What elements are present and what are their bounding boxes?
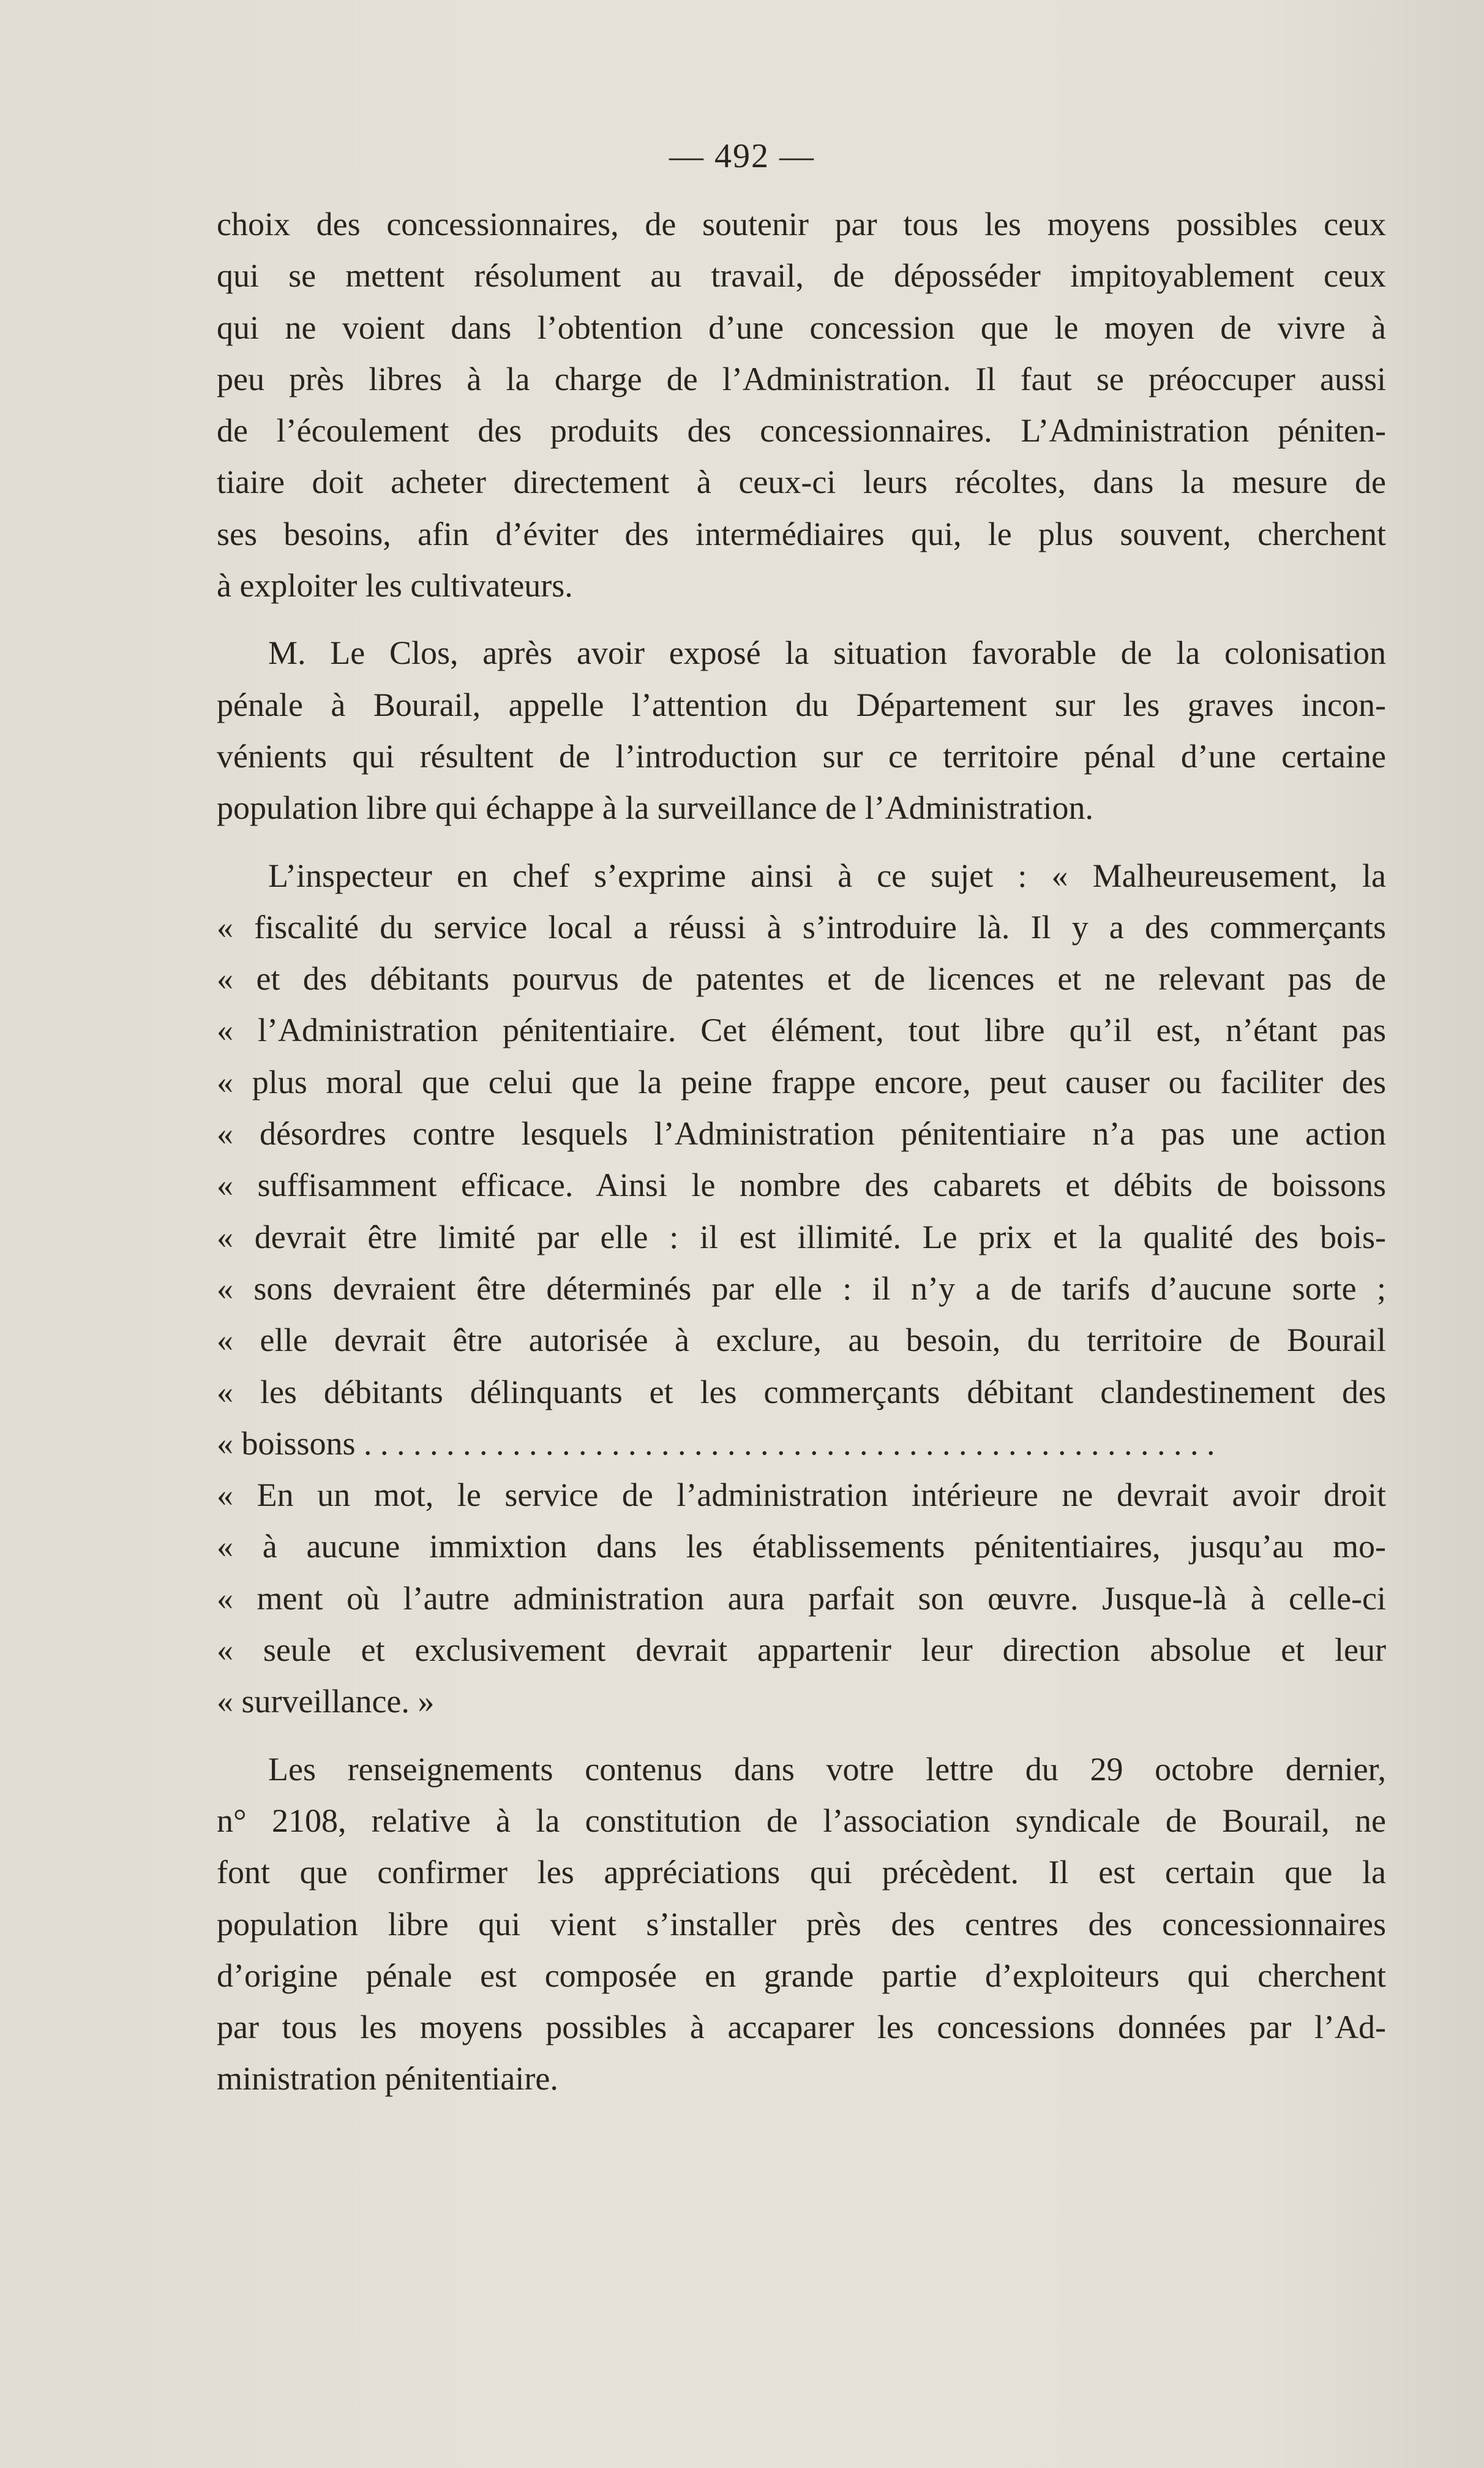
text-line: « sons devraient être déterminés par elle : il n’y a de tarifs d’aucune sorte ; — [217, 1270, 1386, 1307]
text-line: ses besoins, afin d’éviter des intermédiaires qui, le plus souvent, cherchent — [217, 515, 1386, 552]
text-line: « l’Administration pénitentiaire. Cet élément, tout libre qu’il est, n’étant pas — [217, 1012, 1386, 1049]
text-line: « surveillance. » — [217, 1683, 435, 1720]
text-line: par tous les moyens possibles à accaparer les concessions données par l’Ad- — [217, 2009, 1386, 2046]
text-line: peu près libres à la charge de l’Administration. Il faut se préoccuper aussi — [217, 360, 1386, 397]
text-line: M. Le Clos, après avoir exposé la situation favorable de la colonisation — [268, 634, 1386, 672]
text-line: population libre qui vient s’installer près des centres des concessionnaires — [217, 1905, 1386, 1943]
text-line: de l’écoulement des produits des concessionnaires. L’Administration péniten- — [217, 412, 1386, 450]
paragraph-3 — [217, 850, 1386, 1470]
text-line: « En un mot, le service de l’administration intérieure ne devrait avoir droit — [217, 1477, 1386, 1514]
text-line: « devrait être limité par elle : il est illimité. Le prix et la qualité des bois- — [217, 1218, 1386, 1255]
text-line: Les renseignements contenus dans votre lettre du 29 octobre dernier, — [268, 1750, 1386, 1788]
text-line: font que confirmer les appréciations qui précèdent. Il est certain que la — [217, 1854, 1386, 1891]
text-line: « ment où l’autre administration aura parfait son œuvre. Jusque-là à celle-ci — [217, 1579, 1386, 1617]
text-line: n° 2108, relative à la constitution de l’association syndicale de Bourail, ne — [217, 1802, 1386, 1839]
text-line: qui ne voient dans l’obtention d’une concession que le moyen de vivre à — [217, 309, 1386, 346]
text-line: L’inspecteur en chef s’exprime ainsi à ce sujet : « Malheureusement, la — [268, 857, 1386, 894]
paragraph-4 — [217, 1469, 1386, 1727]
text-line: qui se mettent résolument au travail, de déposséder impitoyablement ceux — [217, 257, 1386, 295]
text-line: « à aucune immixtion dans les établissements pénitentiaires, jusqu’au mo- — [217, 1528, 1386, 1565]
text-line: « plus moral que celui que la peine frappe encore, peut causer ou faciliter des — [217, 1063, 1386, 1100]
text-line: « fiscalité du service local a réussi à s’introduire là. Il y a des commerçants — [217, 908, 1386, 946]
text-line: ministration pénitentiaire. — [217, 2060, 558, 2097]
text-line: « boissons . . . . . . . . . . . . . . . . . . . . . . . . . . . . . . . . . . . . . . . . . . . . . . . . . . . . — [217, 1424, 1215, 1462]
page-number: — 492 — — [669, 137, 815, 175]
paragraph-2 — [217, 627, 1386, 833]
text-line: à exploiter les cultivateurs. — [217, 567, 573, 604]
text-line: « seule et exclusivement devrait appartenir leur direction absolue et leur — [217, 1631, 1386, 1669]
text-line: « désordres contre lesquels l’Administration pénitentiaire n’a pas une action — [217, 1115, 1386, 1153]
text-line: « suffisamment efficace. Ainsi le nombre des cabarets et débits de boissons — [217, 1167, 1386, 1204]
text-line: d’origine pénale est composée en grande partie d’exploiteurs qui cherchent — [217, 1957, 1386, 1994]
paragraph-1 — [217, 198, 1386, 611]
text-line: choix des concessionnaires, de soutenir par tous les moyens possibles ceux — [217, 206, 1386, 243]
text-line: « et des débitants pourvus de patentes et de licences et ne relevant pas de — [217, 960, 1386, 998]
paragraph-5 — [217, 1744, 1386, 2105]
text-line: pénale à Bourail, appelle l’attention du Département sur les graves incon- — [217, 686, 1386, 723]
text-line: tiaire doit acheter directement à ceux-ci leurs récoltes, dans la mesure de — [217, 464, 1386, 501]
text-line: population libre qui échappe à la surveillance de l’Administration. — [217, 789, 1094, 827]
body-text — [217, 198, 1386, 2105]
text-line: « elle devrait être autorisée à exclure, au besoin, du territoire de Bourail — [217, 1322, 1386, 1359]
text-line: « les débitants délinquants et les commerçants débitant clandestinement des — [217, 1373, 1386, 1410]
text-line: vénients qui résultent de l’introduction sur ce territoire pénal d’une certaine — [217, 737, 1386, 775]
